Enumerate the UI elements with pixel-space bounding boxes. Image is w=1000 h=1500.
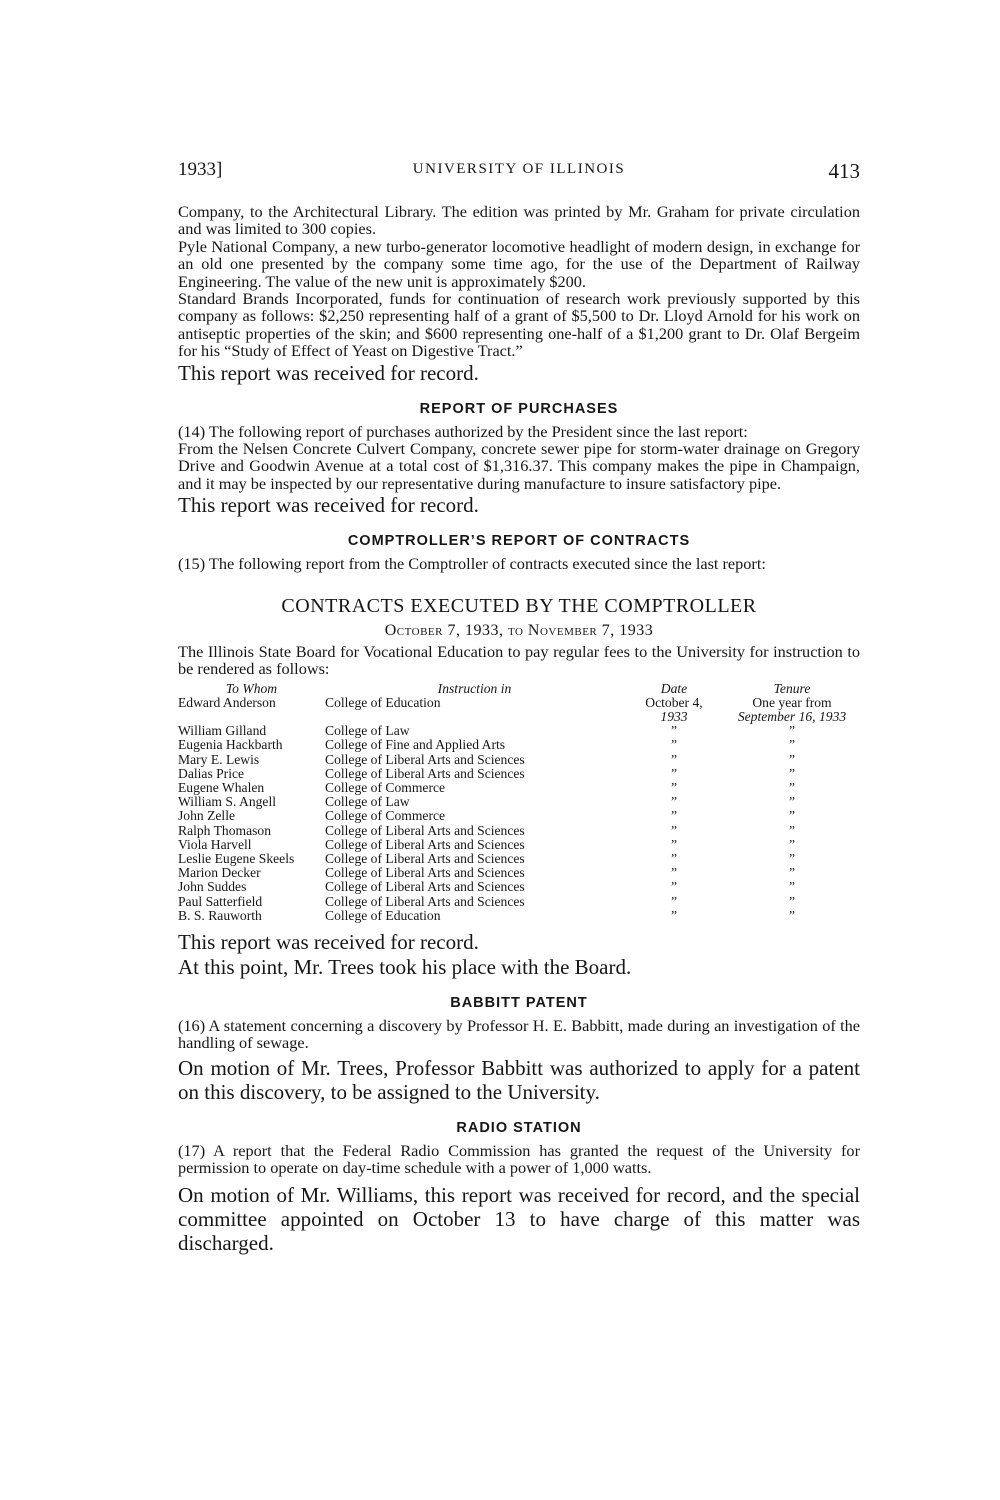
row-date-ditto: ” — [670, 865, 678, 881]
trees-note: At this point, Mr. Trees took his place with the Board. — [178, 954, 632, 979]
row-instruction: College of Liberal Arts and Sciences — [325, 822, 525, 838]
babbitt-motion: On motion of Mr. Trees, Professor Babbitt was authorized to apply for a patent on this discovery, to be assigned to the University. — [178, 1055, 860, 1104]
row-date-ditto: ” — [670, 907, 678, 923]
row-date-ditto: ” — [670, 879, 678, 895]
row-name: Dalias Price — [178, 765, 245, 781]
paragraph-standard-brands: Standard Brands Incorporated, funds for continuation of research work previously supported by this company as follows: $2,250 representing half of a grant of $5,500 to Dr. Lloyd Arnold for his work on antiseptic properties of the skin; and $600 representing one-half of a $1,200 grant to Dr. Olaf Bergeim for his “Study of Effect of Yeast on Digestive Tract.” — [178, 289, 860, 361]
row-name: Eugene Whalen — [178, 779, 265, 795]
contracts-received: This report was received for record. — [178, 929, 479, 954]
table-row — [178, 852, 860, 866]
row-instruction: College of Law — [325, 794, 410, 810]
row-date-ditto: ” — [670, 737, 678, 753]
table-row — [178, 880, 860, 894]
row-instruction: College of Commerce — [325, 808, 446, 824]
row-date-ditto: ” — [670, 893, 678, 909]
row-tenure-ditto: ” — [788, 865, 796, 881]
row-name: John Zelle — [178, 808, 236, 824]
section-heading-purchases: REPORT OF PURCHASES — [419, 400, 619, 417]
row-instruction: College of Liberal Arts and Sciences — [325, 850, 525, 866]
board-text: The Illinois State Board for Vocational Education to pay regular fees to the University for instruction to be rendered as follows: — [178, 641, 860, 679]
row-instruction: College of Liberal Arts and Sciences — [325, 836, 525, 852]
contracts-table — [178, 682, 860, 923]
row-name: B. S. Rauworth — [178, 907, 262, 923]
row-date-ditto: ” — [670, 723, 678, 739]
table-row — [178, 781, 860, 795]
row-name: Edward Anderson — [178, 694, 276, 710]
row-name: Viola Harvell — [178, 836, 252, 852]
radio-motion: On motion of Mr. Williams, this report was received for record, and the special committee appointed on October 13 to have charge of this matter was discharged. — [178, 1182, 860, 1255]
row-name: William S. Angell — [178, 794, 277, 810]
row-tenure-ditto: ” — [788, 836, 796, 852]
contracts-title: CONTRACTS EXECUTED BY THE COMPTROLLER — [281, 594, 757, 617]
table-row — [178, 809, 860, 823]
row-name: Eugenia Hackbarth — [178, 737, 283, 753]
page-body — [178, 203, 860, 1255]
table-row — [178, 767, 860, 781]
row-instruction: College of Commerce — [325, 779, 446, 795]
row-date-ditto: ” — [670, 765, 678, 781]
row-instruction: College of Liberal Arts and Sciences — [325, 893, 525, 909]
row-instruction: College of Education — [325, 907, 441, 923]
page-header — [178, 159, 860, 185]
purchases-intro: (14) The following report of purchases authorized by the President since the last report: — [178, 421, 748, 441]
table-row — [178, 838, 860, 852]
column-header-date: Date — [660, 680, 688, 696]
row-tenure-ditto: ” — [788, 751, 796, 767]
row-tenure-ditto: ” — [788, 850, 796, 866]
contracts-date-range: October 7, 1933, to November 7, 1933 — [384, 621, 654, 639]
row-date-ditto: ” — [670, 808, 678, 824]
row-tenure-ditto: ” — [788, 907, 796, 923]
table-row — [178, 753, 860, 767]
row-name: Ralph Thomason — [178, 822, 272, 838]
row-instruction: College of Fine and Applied Arts — [325, 737, 506, 753]
paragraph-architectural-library: Company, to the Architectural Library. The edition was printed by Mr. Graham for private circulation and was limited to 300 copies. — [178, 202, 860, 239]
babbitt-text: (16) A statement concerning a discovery by Professor H. E. Babbitt, made during an investigation of the handling of sewage. — [178, 1015, 860, 1053]
row-tenure-line2: September 16, 1933 — [737, 708, 847, 724]
header-year: 1933] — [178, 159, 223, 180]
table-row — [178, 724, 860, 738]
row-tenure-ditto: ” — [788, 808, 796, 824]
table-row — [178, 866, 860, 880]
table-row — [178, 795, 860, 809]
row-tenure-ditto: ” — [788, 765, 796, 781]
contracts-header-row — [178, 682, 860, 696]
radio-text: (17) A report that the Federal Radio Commission has granted the request of the University for permission to operate on day-time schedule with a power of 1,000 watts. — [178, 1140, 860, 1178]
row-tenure-ditto: ” — [788, 723, 796, 739]
row-instruction: College of Liberal Arts and Sciences — [325, 751, 525, 767]
section-heading-babbitt: BABBITT PATENT — [450, 994, 588, 1011]
row-tenure-ditto: ” — [788, 879, 796, 895]
row-tenure-ditto: ” — [788, 794, 796, 810]
row-name: Leslie Eugene Skeels — [178, 850, 295, 866]
table-row — [178, 696, 860, 724]
received-statement: This report was received for record. — [178, 360, 479, 385]
section-heading-radio: RADIO STATION — [456, 1119, 582, 1136]
paragraph-pyle-national: Pyle National Company, a new turbo-generator locomotive headlight of modern design, in exchange for an old one presented by the company some time ago, for the use of the Department of Railway Engineering. The value of the new unit is approximately $200. — [178, 236, 860, 291]
row-date-ditto: ” — [670, 850, 678, 866]
row-date-ditto: ” — [670, 779, 678, 795]
table-row — [178, 824, 860, 838]
purchases-received: This report was received for record. — [178, 493, 479, 518]
row-date-ditto: ” — [670, 794, 678, 810]
row-tenure-ditto: ” — [788, 893, 796, 909]
row-instruction: College of Law — [325, 723, 410, 739]
purchases-text: From the Nelsen Concrete Culvert Company, concrete sewer pipe for storm-water drainage on Gregory Drive and Goodwin Avenue at a total cost of $1,316.37. This company makes the pipe in Champaign, and it may be inspected by our representative during manufacture to insure satisfactory pipe. — [178, 439, 860, 493]
row-name: Paul Satterfield — [178, 893, 263, 909]
row-date-ditto: ” — [670, 836, 678, 852]
comptroller-intro: (15) The following report from the Comptroller of contracts executed since the last report: — [178, 554, 766, 574]
row-instruction: College of Liberal Arts and Sciences — [325, 879, 525, 895]
header-title: UNIVERSITY OF ILLINOIS — [412, 161, 626, 177]
column-header-tenure: Tenure — [773, 680, 811, 696]
row-instruction: College of Liberal Arts and Sciences — [325, 865, 525, 881]
table-row — [178, 895, 860, 909]
row-name: John Suddes — [178, 879, 247, 895]
row-name: William Gilland — [178, 723, 267, 739]
column-header-instruction: Instruction in — [437, 680, 512, 696]
row-instruction: College of Education — [325, 694, 441, 710]
row-tenure-ditto: ” — [788, 822, 796, 838]
row-tenure — [724, 696, 860, 724]
row-date-line1: October 4, — [645, 694, 703, 710]
page-number: 413 — [828, 159, 860, 183]
row-date-ditto: ” — [670, 751, 678, 767]
row-tenure-ditto: ” — [788, 737, 796, 753]
table-row — [178, 909, 860, 923]
row-date — [624, 696, 724, 724]
section-heading-comptroller: COMPTROLLER’S REPORT OF CONTRACTS — [347, 533, 691, 550]
row-date-line2: 1933 — [660, 708, 688, 724]
column-header-to-whom: To Whom — [225, 680, 278, 696]
row-name: Marion Decker — [178, 865, 261, 881]
row-tenure-ditto: ” — [788, 779, 796, 795]
table-row — [178, 738, 860, 752]
row-instruction: College of Liberal Arts and Sciences — [325, 765, 525, 781]
row-name: Mary E. Lewis — [178, 751, 260, 767]
row-tenure-line1: One year from — [752, 694, 832, 710]
row-date-ditto: ” — [670, 822, 678, 838]
